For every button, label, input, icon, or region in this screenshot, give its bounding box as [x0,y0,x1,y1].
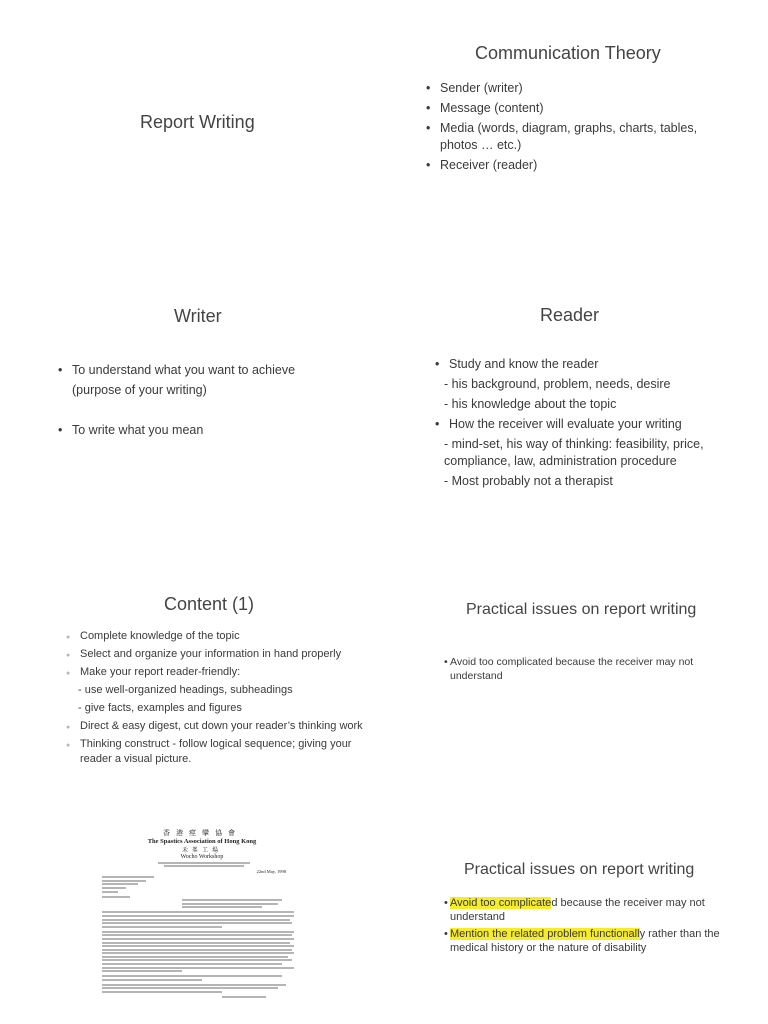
slide-title-practical-issues: Practical issues on report writing [466,601,697,618]
list-item: • Study and know the reader [433,356,713,373]
list-item: ● Thinking construct - follow logical sequence; giving your reader a visual picture. [64,737,364,767]
item-text: y rather than the medical history or the nature of disability [450,928,720,954]
slide-title-practical-issues-2: Practical issues on report writing [464,861,695,878]
list-item: • Media (words, diagram, graphs, charts, tables, photos … etc.) [424,120,724,154]
list-item-continuation: (purpose of your writing) [72,383,207,397]
letter-date: 22nd May, 1998 [256,869,286,875]
list-item: • How the receiver will evaluate your writing [433,416,713,433]
letter-workshop-cn: 禾峯工場 [181,848,222,854]
slide-title-content: Content (1) [164,594,255,614]
highlighted-text: Avoid too complicate [450,897,552,909]
slide-title-report-writing: Report Writing [140,112,255,132]
list-item: • Receiver (reader) [424,157,724,174]
list-subitem: - his background, problem, needs, desire [444,377,671,391]
list-subitem: - mind-set, his way of thinking: feasibility, price, compliance, law, administration procedure [444,437,704,468]
letter-workshop: Wocho Workshop [180,854,224,860]
letter-chinese-heading: 香港痙攣協會 [163,829,241,837]
list-item: ● Direct & easy digest, cut down your reader’s thinking work [64,719,364,734]
list-item: • Sender (writer) [424,80,724,97]
practical-issues-item: • Avoid too complicated because the receiver may not understand [444,655,740,683]
highlighted-text: Mention the related problem functionall [450,928,640,940]
list-item: ● Select and organize your information in hand properly [64,647,364,662]
list-item: ● Make your report reader-friendly: [64,665,364,680]
list-item: • Message (content) [424,100,724,117]
list-item: • To write what you mean [56,420,356,440]
slide-title-writer: Writer [174,306,222,326]
list-item: • To understand what you want to achieve [56,360,356,380]
content-list [64,629,364,767]
practical-issues-item [444,896,734,924]
writer-content [56,360,356,440]
practical-issues-list [444,896,734,955]
list-subitem: - use well-organized headings, subheadings [78,684,293,696]
list-subitem: - his knowledge about the topic [444,397,617,411]
slide-title-communication-theory: Communication Theory [475,43,661,63]
reader-content [433,356,713,490]
list-subitem: - Most probably not a therapist [444,474,613,488]
practical-issues-item [444,927,734,955]
list-subitem: - give facts, examples and figures [78,702,242,714]
item-text: d because the receiver may not understand [450,897,705,923]
communication-theory-list [424,80,724,174]
scanned-letter-image [102,828,302,1024]
letter-organization: The Spastics Association of Hong Kong [147,838,257,845]
slide-title-reader: Reader [540,305,600,325]
list-item: ● Complete knowledge of the topic [64,629,364,644]
